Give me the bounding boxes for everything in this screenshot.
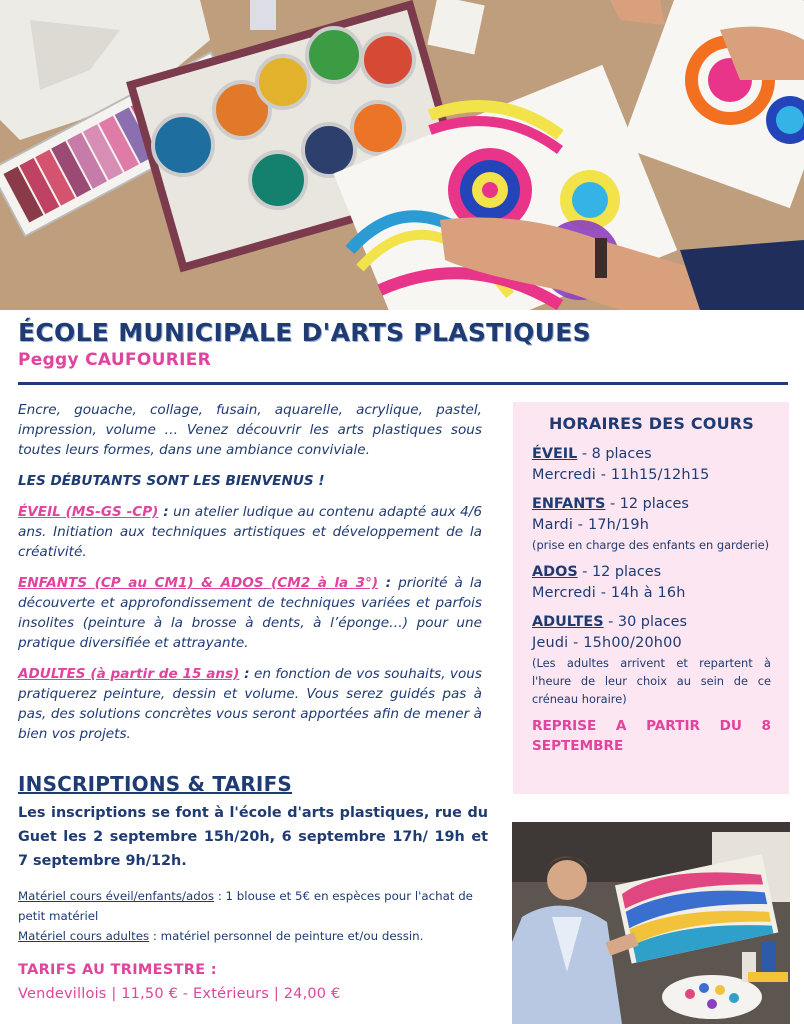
course-description (18, 400, 482, 755)
slot-places: - 12 places (605, 496, 689, 512)
slot-time: Mardi - 17h/19h (532, 517, 650, 533)
level-enfants-text: priorité à la découverte et approfondissement de techniques variées et parfois insolites (peinture à la brosse à dents, à l’éponge…) pour une pratique diversifiée et attrayante. (18, 575, 482, 651)
tarifs-heading: TARIFS AU TRIMESTRE : (18, 962, 217, 978)
material-text: : 1 blouse et 5€ en espèces pour l'achat de petit matériel (18, 889, 473, 923)
material-list (18, 886, 488, 946)
material-item (18, 926, 488, 946)
hero-painting-photo (0, 0, 804, 310)
slot-name: ÉVEIL (532, 446, 578, 462)
slot-name: ADULTES (532, 614, 604, 630)
adult-painting-photo (512, 822, 790, 1024)
level-enfants-sep: : (378, 575, 392, 591)
reprise-date: REPRISE A PARTIR DU 8 SEPTEMBRE (532, 718, 771, 754)
teacher-name: Peggy CAUFOURIER (18, 350, 212, 370)
inscriptions-heading: INSCRIPTIONS & TARIFS (18, 772, 293, 796)
slot-places: - 12 places (577, 564, 662, 580)
beginners-welcome: LES DÉBUTANTS SONT LES BIENVENUS ! (18, 473, 325, 489)
schedule-slot-eveil (532, 444, 771, 486)
inscriptions-text: Les inscriptions se font à l'école d'arts plastiques, rue du Guet les 2 septembre 15h/20h, 6 septembre 17h/ 19h et 7 septembre 9h/12h. (18, 805, 488, 869)
level-eveil (18, 502, 482, 562)
level-enfants-label: ENFANTS (CP au CM1) & ADOS (CM2 à la 3°) (18, 575, 379, 591)
schedule-slot-ados (532, 562, 771, 604)
level-adultes-label: ADULTES (à partir de 15 ans) (18, 666, 240, 682)
intro-paragraph: Encre, gouache, collage, fusain, aquarelle, acrylique, pastel, impression, volume … Venez découvrir les arts plastiques sous toutes leurs formes, dans une ambiance conviviale. (18, 402, 482, 458)
page-title: ÉCOLE MUNICIPALE D'ARTS PLASTIQUES (18, 318, 591, 347)
material-item (18, 886, 488, 926)
schedule-box (513, 402, 789, 794)
slot-time: Jeudi - 15h00/20h00 (532, 635, 682, 651)
material-label: Matériel cours adultes (18, 929, 150, 943)
slot-name: ADOS (532, 564, 578, 580)
material-text: : matériel personnel de peinture et/ou dessin. (149, 929, 424, 943)
level-enfants-ados (18, 573, 482, 653)
slot-note: (Les adultes arrivent et repartent à l'heure de leur choix au sein de ce créneau horaire) (532, 656, 771, 706)
level-adultes-text: en fonction de vos souhaits, vous pratiquerez peinture, dessin et volume. Vous serez guidés pas à pas, des solutions concrètes vous seront apportées afin de mener à bien vos projets. (18, 666, 482, 742)
schedule-slot-enfants (532, 494, 771, 554)
tarifs-text: Vendevillois | 11,50 € - Extérieurs | 24,00 € (18, 986, 341, 1002)
slot-note: (prise en charge des enfants en garderie) (532, 538, 770, 552)
schedule-slot-adultes (532, 612, 771, 708)
schedule-title: HORAIRES DES COURS (548, 414, 755, 433)
level-eveil-sep: : (158, 504, 169, 520)
slot-places: - 30 places (603, 614, 688, 630)
material-label: Matériel cours éveil/enfants/ados (18, 889, 215, 903)
slot-time: Mercredi - 11h15/12h15 (532, 467, 710, 483)
slot-places: - 8 places (577, 446, 652, 462)
level-adultes-sep: : (239, 666, 250, 682)
slot-name: ENFANTS (532, 496, 606, 512)
level-eveil-label: ÉVEIL (MS-GS -CP) (18, 504, 159, 520)
level-eveil-text: un atelier ludique au contenu adapté aux 4/6 ans. Initiation aux techniques artistiques et développement de la créativité. (18, 504, 482, 560)
header-divider (18, 382, 788, 385)
level-adultes (18, 664, 482, 744)
slot-time: Mercredi - 14h à 16h (532, 585, 686, 601)
